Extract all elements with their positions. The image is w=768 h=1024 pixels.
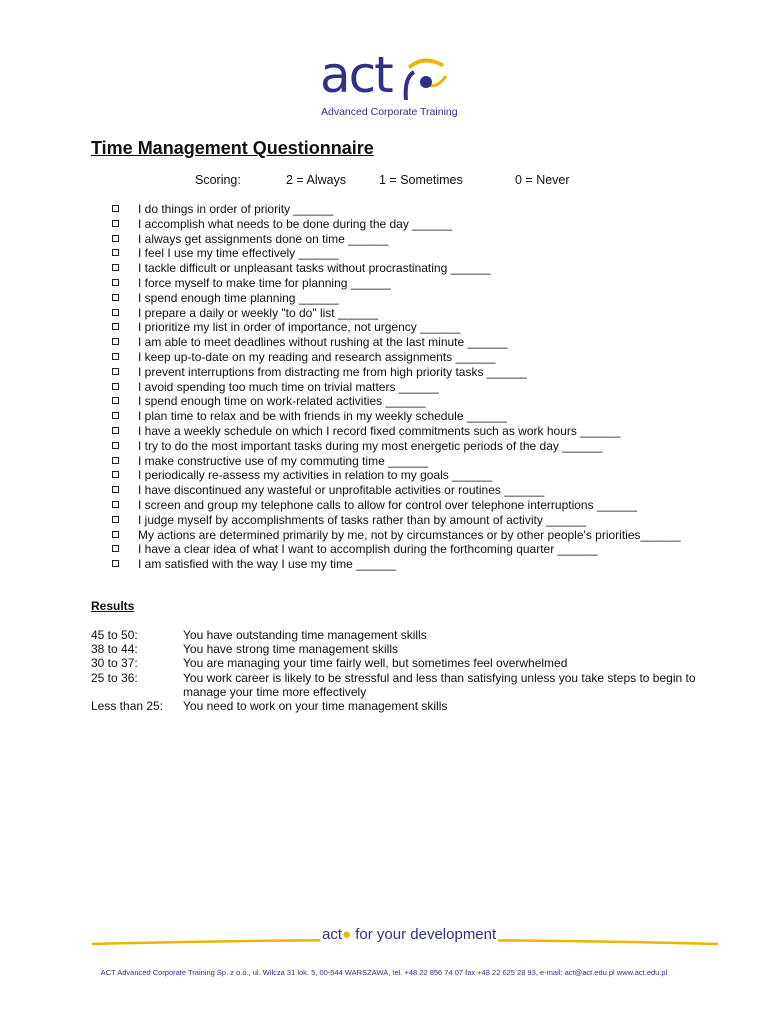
act-logo [318,40,458,122]
logo-wordmark: act [320,46,392,104]
questionnaire-item-text: I periodically re-assess my activities in relation to my goals ______ [138,468,493,483]
checkbox[interactable] [112,486,119,493]
checkbox[interactable] [112,249,119,256]
questionnaire-item [112,365,712,380]
checkbox[interactable] [112,205,119,212]
questionnaire-item-text: I always get assignments done on time ______ [138,231,389,246]
checkbox[interactable] [112,457,119,464]
checkbox[interactable] [112,368,119,375]
footer-dot-icon: ● [342,926,352,943]
checkbox[interactable] [112,560,119,567]
questionnaire-item-text: I screen and group my telephone calls to allow for control over telephone interruptions ______ [138,497,637,512]
footer-tagline [320,926,498,943]
result-row [91,671,711,699]
checkbox[interactable] [112,235,119,242]
questionnaire-item [112,320,712,335]
questionnaire-item [112,468,712,483]
questionnaire-item-text: I accomplish what needs to be done during the day ______ [138,216,453,231]
results-title: Results [91,599,135,613]
questionnaire-item [112,483,712,498]
questionnaire-item [112,217,712,232]
checkbox[interactable] [112,338,119,345]
questionnaire-item [112,232,712,247]
questionnaire-item [112,454,712,469]
questionnaire-item-text: I plan time to relax and be with friends in my weekly schedule ______ [138,409,507,424]
questionnaire-item-text: I force myself to make time for planning ______ [138,275,391,290]
footer-tagline-text: for your development [355,926,497,943]
checkbox[interactable] [112,353,119,360]
questionnaire-item-text: I feel I use my time effectively ______ [138,246,339,261]
result-row [91,642,711,656]
questionnaire-item [112,557,712,572]
questionnaire-item [112,246,712,261]
logo-eye-icon [402,54,448,102]
result-text: You are managing your time fairly well, but sometimes feel overwhelmed [183,656,568,671]
questionnaire-list [112,202,712,572]
checkbox[interactable] [112,279,119,286]
questionnaire-item [112,335,712,350]
result-text: You work career is likely to be stressful and less than satisfying unless you take steps to begin to manage your time more effectively [183,670,696,699]
checkbox[interactable] [112,264,119,271]
questionnaire-item-text: I try to do the most important tasks during my most energetic periods of the day ______ [138,438,603,453]
questionnaire-item [112,291,712,306]
checkbox[interactable] [112,442,119,449]
questionnaire-item [112,394,712,409]
questionnaire-item [112,350,712,365]
scoring-sometimes: 1 = Sometimes [379,173,463,187]
footer-brand: act [322,926,343,943]
checkbox[interactable] [112,397,119,404]
questionnaire-item [112,276,712,291]
questionnaire-item-text: I do things in order of priority ______ [138,202,334,216]
checkbox[interactable] [112,383,119,390]
questionnaire-item [112,380,712,395]
questionnaire-item [112,513,712,528]
checkbox[interactable] [112,427,119,434]
checkbox[interactable] [112,323,119,330]
checkbox[interactable] [112,501,119,508]
questionnaire-item-text: I am able to meet deadlines without rushing at the last minute ______ [138,335,508,350]
checkbox[interactable] [112,516,119,523]
result-range: 38 to 44: [91,642,138,657]
questionnaire-item-text: My actions are determined primarily by me, not by circumstances or by other people's priorities______ [138,527,681,542]
result-range: 45 to 50: [91,628,138,642]
questionnaire-item [112,498,712,513]
questionnaire-item-text: I avoid spending too much time on trivial matters ______ [138,379,439,394]
logo-subtitle: Advanced Corporate Training [321,106,458,118]
questionnaire-item [112,261,712,276]
questionnaire-item-text: I have discontinued any wasteful or unprofitable activities or routines ______ [138,483,545,498]
result-range: 25 to 36: [91,670,138,685]
questionnaire-item-text: I prepare a daily or weekly "to do" list ______ [138,305,378,320]
questionnaire-item [112,542,712,557]
questionnaire-item-text: I am satisfied with the way I use my time ______ [138,557,397,572]
questionnaire-item [112,528,712,543]
result-text: You have outstanding time management skills [183,628,427,642]
result-range: Less than 25: [91,699,164,714]
checkbox[interactable] [112,471,119,478]
questionnaire-item-text: I keep up-to-date on my reading and research assignments ______ [138,349,496,364]
result-row [91,628,711,642]
questionnaire-item-text: I prevent interruptions from distracting me from high priority tasks ______ [138,364,527,379]
checkbox[interactable] [112,220,119,227]
checkbox[interactable] [112,531,119,538]
scoring-always: 2 = Always [286,173,347,187]
questionnaire-item-text: I tackle difficult or unpleasant tasks without procrastinating ______ [138,261,491,276]
result-text: You need to work on your time management skills [183,699,448,714]
questionnaire-item-text: I have a clear idea of what I want to accomplish during the forthcoming quarter ______ [138,542,598,557]
questionnaire-item [112,424,712,439]
scoring-never: 0 = Never [515,173,570,187]
questionnaire-item [112,202,712,217]
results-list [91,628,711,713]
questionnaire-item-text: I spend enough time planning ______ [138,290,339,305]
checkbox[interactable] [112,545,119,552]
footer-address: ACT Advanced Corporate Training Sp. z o.o., ul. Wilcza 31 lok. 5, 00-544 WARSZAWA, tel. +48 22 856 74 07 fax +48 22 625 28 93, e-mail: act@act.edu.pl www.act.edu.pl [100,968,668,977]
questionnaire-item [112,306,712,321]
page-title: Time Management Questionnaire [91,138,374,158]
checkbox[interactable] [112,309,119,316]
result-row [91,699,711,713]
result-range: 30 to 37: [91,656,138,671]
result-row [91,656,711,670]
questionnaire-item-text: I prioritize my list in order of importance, not urgency ______ [138,320,461,335]
scoring-label: Scoring: [195,173,241,187]
questionnaire-item-text: I spend enough time on work-related activities ______ [138,394,426,409]
questionnaire-item [112,409,712,424]
result-text: You have strong time management skills [183,642,399,657]
questionnaire-item-text: I judge myself by accomplishments of tasks rather than by amount of activity ______ [138,512,587,527]
checkbox[interactable] [112,294,119,301]
checkbox[interactable] [112,412,119,419]
questionnaire-item-text: I have a weekly schedule on which I record fixed commitments such as work hours ______ [138,423,621,438]
questionnaire-item [112,439,712,454]
questionnaire-item-text: I make constructive use of my commuting time ______ [138,453,429,468]
